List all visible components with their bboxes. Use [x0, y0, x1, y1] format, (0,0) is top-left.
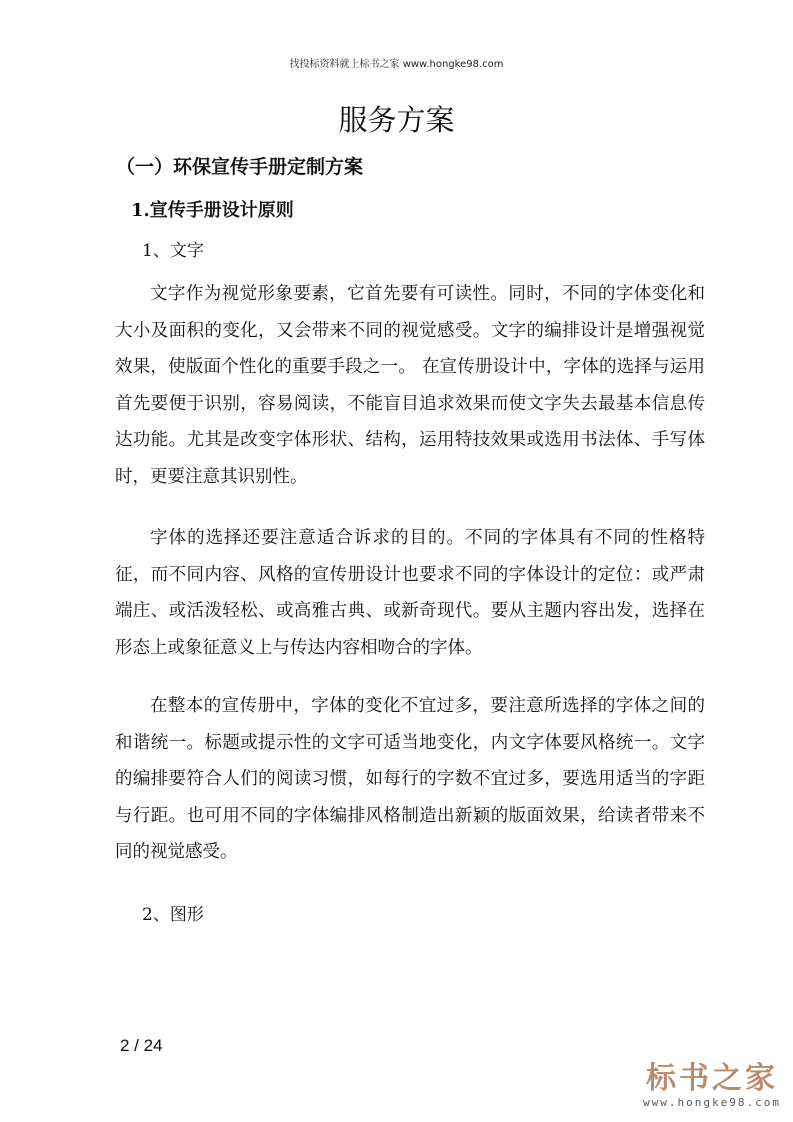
logo-url: www.hongke98.com [643, 1096, 781, 1109]
site-logo[interactable] [643, 1062, 781, 1110]
subsection-heading: 1.宣传手册设计原则 [131, 200, 294, 221]
item-heading-text: 1、文字 [142, 241, 204, 261]
page-header: 找投标资料就上标书之家 www.hongke98.com [289, 59, 504, 70]
paragraph-text-1: 文字作为视觉形象要素，它首先要有可读性。同时，不同的字体变化和大小及面积的变化，又会带来不同的视觉感受。文字的编排设计是增强视觉效果，使版面个性化的重要手段之一。 在宣传册设计中，字体的选择与运用首先要便于识别，容易阅读，不能盲目追求效果而使文字失去最基本信息传达功能。尤其是改变字体形状、结构，运用特技效果或选用书法体、手写体时，更要注意其识别性。 [115, 284, 705, 487]
page-number: 2 / 24 [120, 1036, 163, 1055]
item-heading-graphics: 2、图形 [142, 905, 204, 925]
paragraph-text-3: 在整本的宣传册中，字体的变化不宜过多，要注意所选择的字体之间的和谐统一。标题或提示性的文字可适当地变化，内文字体要风格统一。文字的编排要符合人们的阅读习惯，如每行的字数不宜过多，要选用适当的字距与行距。也可用不同的字体编排风格制造出新颖的版面效果，给读者带来不同的视觉感受。 [115, 696, 705, 863]
section-heading: （一）环保宣传手册定制方案 [116, 156, 364, 178]
logo-text: 标书之家 [646, 1061, 779, 1096]
paragraph-text-2: 字体的选择还要注意适合诉求的目的。不同的字体具有不同的性格特征，而不同内容、风格的宣传册设计也要求不同的字体设计的定位：或严肃端庄、或活泼轻松、或高雅古典、或新奇现代。要从主题内容出发，选择在形态上或象征意义上与传达内容相吻合的字体。 [115, 528, 705, 658]
page-title: 服务方案 [338, 103, 455, 137]
